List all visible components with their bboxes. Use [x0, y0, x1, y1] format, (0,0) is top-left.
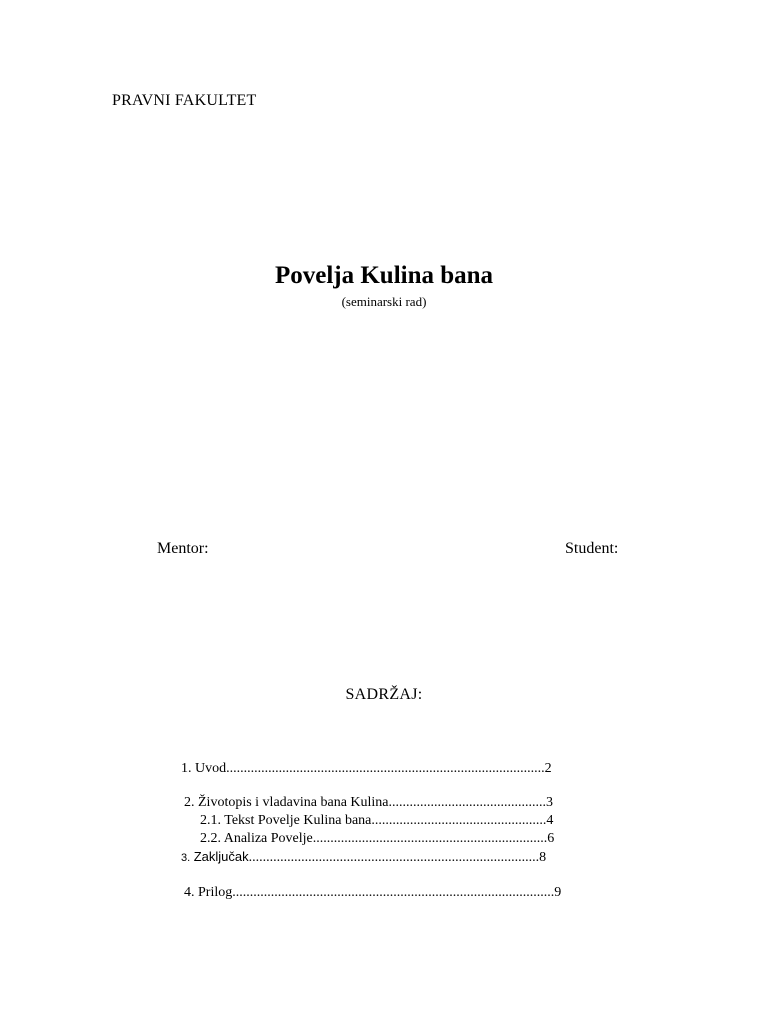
- document-title: Povelja Kulina bana: [274, 262, 494, 289]
- toc-item-tekst-povelje: 2.1. Tekst Povelje Kulina bana..................................................4: [200, 813, 554, 828]
- faculty-name: PRAVNI FAKULTET: [112, 92, 257, 109]
- toc-item-leader: ...................................................................................8: [248, 850, 547, 865]
- toc-item-uvod: 1. Uvod...........................................................................................2: [181, 761, 552, 776]
- student-label: Student:: [565, 540, 619, 557]
- toc-heading: SADRŽAJ:: [345, 686, 423, 703]
- toc-item-zivotopis: 2. Životopis i vladavina bana Kulina.............................................3: [184, 795, 554, 810]
- mentor-label: Mentor:: [157, 540, 209, 557]
- toc-item-zakljucak: [181, 848, 546, 867]
- toc-item-analiza-povelje: 2.2. Analiza Povelje...................................................................6: [200, 831, 555, 846]
- toc-item-prilog: 4. Prilog............................................................................................9: [184, 885, 562, 900]
- toc-item-label: Zaključak: [193, 849, 249, 864]
- toc-item-number: 3.: [181, 852, 191, 864]
- document-subtitle: (seminarski rad): [341, 294, 427, 309]
